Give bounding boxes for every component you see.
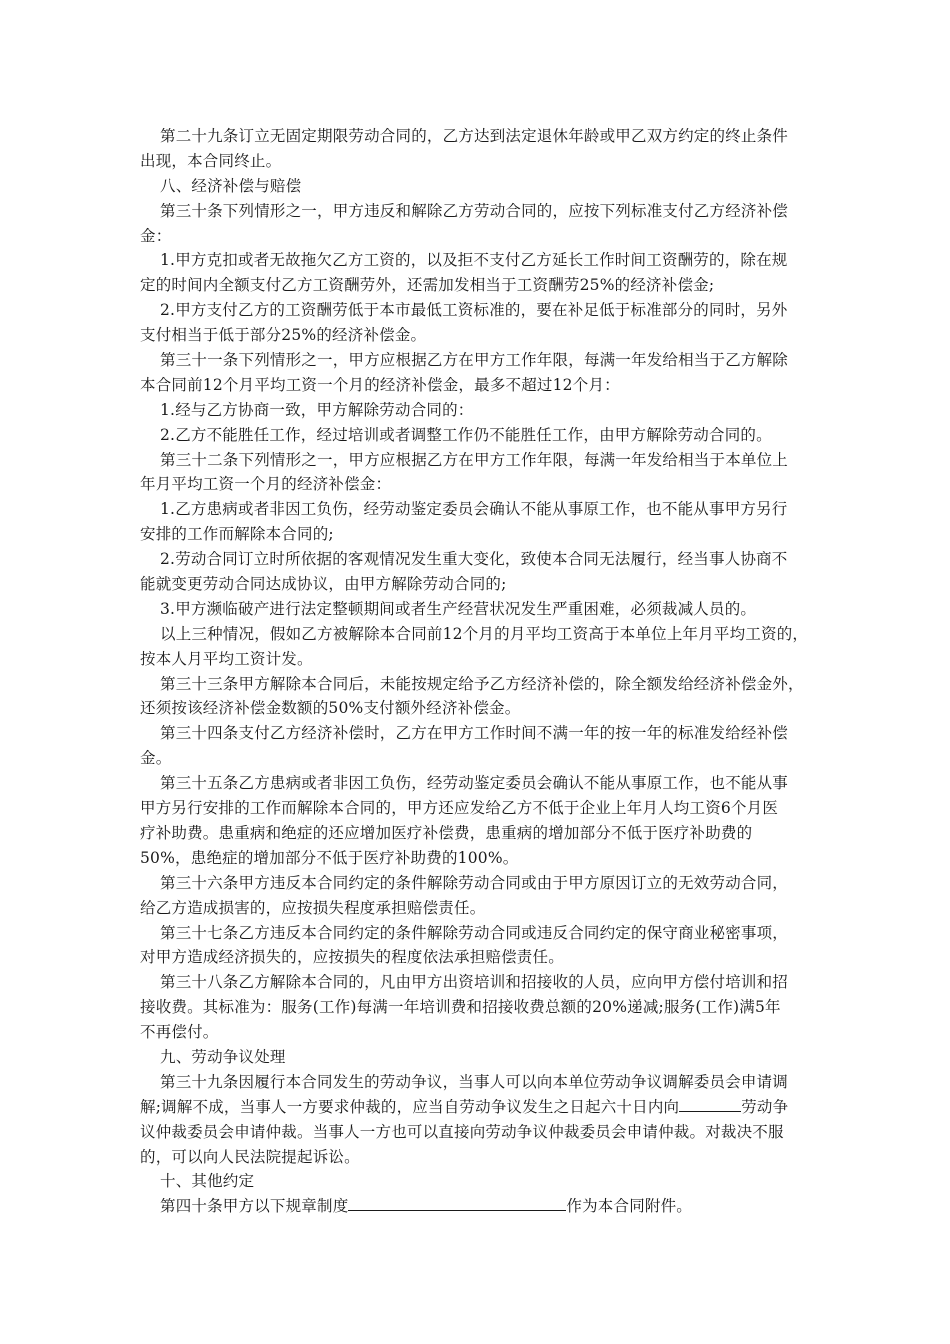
line-art34-2 bbox=[140, 746, 810, 771]
text: 第三十一条下列情形之一，甲方应根据乙方在甲方工作年限，每满一年发给相当于乙方解除 bbox=[160, 351, 789, 370]
line-art31-2 bbox=[140, 373, 810, 398]
line-art31-item2 bbox=[140, 423, 810, 448]
text: 解;调解不成，当事人一方要求仲裁的，应当自劳动争议发生之日起六十日内向 bbox=[140, 1097, 680, 1116]
text: 支付相当于低于部分25%的经济补偿金。 bbox=[140, 326, 427, 345]
text: 八、经济补偿与赔偿 bbox=[160, 176, 302, 195]
line-art39-2 bbox=[140, 1095, 810, 1120]
text-after-blank: 劳动争 bbox=[741, 1097, 789, 1116]
line-art31-item1 bbox=[140, 398, 810, 423]
text: 出现，本合同终止。 bbox=[140, 151, 282, 170]
text: 安排的工作而解除本合同的; bbox=[140, 525, 334, 544]
contract-page bbox=[140, 124, 810, 1219]
line-art35-1 bbox=[140, 771, 810, 796]
text: 1.乙方患病或者非因工负伤，经劳动鉴定委员会确认不能从事原工作，也不能从事甲方另行 bbox=[160, 500, 788, 519]
text: 50%，患绝症的增加部分不低于医疗补助费的100%。 bbox=[140, 848, 519, 867]
line-art32-item2-1 bbox=[140, 547, 810, 572]
line-art29-2 bbox=[140, 149, 810, 174]
text: 疗补助费。患重病和绝症的还应增加医疗补偿费，患重病的增加部分不低于医疗补助费的 bbox=[140, 823, 753, 842]
text: 还须按该经济补偿金数额的50%支付额外经济补偿金。 bbox=[140, 699, 521, 718]
text: 接收费。其标准为：服务(工作)每满一年培训费和招接收费总额的20%递减;服务(工作)满5年 bbox=[140, 998, 781, 1017]
line-art29-1 bbox=[140, 124, 810, 149]
text: 第二十九条订立无固定期限劳动合同的，乙方达到法定退休年龄或甲乙双方约定的终止条件 bbox=[160, 127, 789, 145]
text: 2.甲方支付乙方的工资酬劳低于本市最低工资标准的，要在补足低于标准部分的同时，另外 bbox=[160, 301, 788, 320]
line-art31-1 bbox=[140, 348, 810, 373]
text: 给乙方造成损害的，应按损失程度承担赔偿责任。 bbox=[140, 898, 486, 917]
line-art32-2 bbox=[140, 472, 810, 497]
line-art32-item1-2 bbox=[140, 522, 810, 547]
line-art32-item2-2 bbox=[140, 572, 810, 597]
text: 的，可以向人民法院提起诉讼。 bbox=[140, 1147, 360, 1166]
text: 十、其他约定 bbox=[160, 1172, 255, 1191]
text: 年月平均工资一个月的经济补偿金： bbox=[140, 475, 392, 494]
arbitration-committee-blank[interactable] bbox=[679, 1096, 741, 1112]
line-art36-2 bbox=[140, 896, 810, 921]
line-art32-item1-1 bbox=[140, 497, 810, 522]
line-art37-2 bbox=[140, 945, 810, 970]
text: 第三十六条甲方违反本合同约定的条件解除劳动合同或由于甲方原因订立的无效劳动合同， bbox=[160, 873, 789, 892]
line-art38-1 bbox=[140, 970, 810, 995]
line-art39-1 bbox=[140, 1070, 810, 1095]
line-art32-note-2 bbox=[140, 647, 810, 672]
line-art37-1 bbox=[140, 921, 810, 946]
line-art30-1 bbox=[140, 199, 810, 224]
line-art33-2 bbox=[140, 696, 810, 721]
text: 金： bbox=[140, 226, 172, 245]
text: 按本人月平均工资计发。 bbox=[140, 649, 313, 668]
text: 第三十八条乙方解除本合同的，凡由甲方出资培训和招接收的人员，应向甲方偿付培训和招 bbox=[160, 973, 789, 992]
line-art30-item1-2 bbox=[140, 273, 810, 298]
line-art30-item2-2 bbox=[140, 323, 810, 348]
text: 第三十三条甲方解除本合同后，未能按规定给予乙方经济补偿的，除全额发给经济补偿金外， bbox=[160, 674, 804, 693]
line-art35-3 bbox=[140, 821, 810, 846]
line-art32-note-1 bbox=[140, 622, 810, 647]
text: 九、劳动争议处理 bbox=[160, 1047, 286, 1066]
text: 第三十条下列情形之一，甲方违反和解除乙方劳动合同的，应按下列标准支付乙方经济补偿 bbox=[160, 201, 789, 220]
text: 定的时间内全额支付乙方工资酬劳外，还需加发相当于工资酬劳25%的经济补偿金; bbox=[140, 276, 715, 295]
text: 第三十九条因履行本合同发生的劳动争议，当事人可以向本单位劳动争议调解委员会申请调 bbox=[160, 1072, 789, 1091]
line-art40 bbox=[140, 1194, 810, 1219]
line-art33-1 bbox=[140, 672, 810, 697]
text: 议仲裁委员会申请仲裁。当事人一方也可以直接向劳动争议仲裁委员会申请仲裁。对裁决不服 bbox=[140, 1122, 784, 1141]
section-heading-8 bbox=[140, 174, 810, 199]
line-art35-4 bbox=[140, 846, 810, 871]
text: 甲方另行安排的工作而解除本合同的，甲方还应发给乙方不低于企业上年月人均工资6个月医 bbox=[140, 799, 779, 818]
text: 第三十五条乙方患病或者非因工负伤，经劳动鉴定委员会确认不能从事原工作，也不能从事 bbox=[160, 774, 789, 793]
line-art30-2 bbox=[140, 224, 810, 249]
line-art35-2 bbox=[140, 796, 810, 821]
regulations-blank[interactable] bbox=[348, 1195, 566, 1211]
text: 第四十条甲方以下规章制度 bbox=[160, 1197, 349, 1216]
text: 第三十二条下列情形之一，甲方应根据乙方在甲方工作年限，每满一年发给相当于本单位上 bbox=[160, 450, 789, 469]
line-art36-1 bbox=[140, 871, 810, 896]
text: 第三十七条乙方违反本合同约定的条件解除劳动合同或违反合同约定的保守商业秘密事项， bbox=[160, 923, 789, 942]
line-art39-3 bbox=[140, 1120, 810, 1145]
text: 以上三种情况，假如乙方被解除本合同前12个月的月平均工资高于本单位上年月平均工资的， bbox=[160, 624, 809, 643]
text: 2.乙方不能胜任工作，经过培训或者调整工作仍不能胜任工作，由甲方解除劳动合同的。 bbox=[160, 425, 772, 444]
text-after-blank: 作为本合同附件。 bbox=[566, 1197, 693, 1216]
section-heading-9 bbox=[140, 1045, 810, 1070]
text: 第三十四条支付乙方经济补偿时，乙方在甲方工作时间不满一年的按一年的标准发给经补偿 bbox=[160, 724, 789, 743]
text: 2.劳动合同订立时所依据的客观情况发生重大变化，致使本合同无法履行，经当事人协商不 bbox=[160, 550, 788, 569]
section-heading-10 bbox=[140, 1169, 810, 1194]
text: 对甲方造成经济损失的，应按损失的程度依法承担赔偿责任。 bbox=[140, 948, 564, 967]
text: 能就变更劳动合同达成协议，由甲方解除劳动合同的; bbox=[140, 575, 507, 594]
text: 不再偿付。 bbox=[140, 1023, 219, 1042]
line-art34-1 bbox=[140, 721, 810, 746]
line-art30-item2-1 bbox=[140, 298, 810, 323]
text: 金。 bbox=[140, 749, 172, 768]
text: 本合同前12个月平均工资一个月的经济补偿金，最多不超过12个月： bbox=[140, 375, 620, 394]
line-art32-1 bbox=[140, 448, 810, 473]
text: 1.甲方克扣或者无故拖欠乙方工资的，以及拒不支付乙方延长工作时间工资酬劳的，除在规 bbox=[160, 251, 788, 270]
line-art38-3 bbox=[140, 1020, 810, 1045]
text: 3.甲方濒临破产进行法定整顿期间或者生产经营状况发生严重困难，必须裁减人员的。 bbox=[160, 599, 757, 618]
line-art39-4 bbox=[140, 1145, 810, 1170]
line-art32-item3 bbox=[140, 597, 810, 622]
line-art38-2 bbox=[140, 995, 810, 1020]
line-art30-item1-1 bbox=[140, 248, 810, 273]
text: 1.经与乙方协商一致，甲方解除劳动合同的： bbox=[160, 400, 474, 419]
